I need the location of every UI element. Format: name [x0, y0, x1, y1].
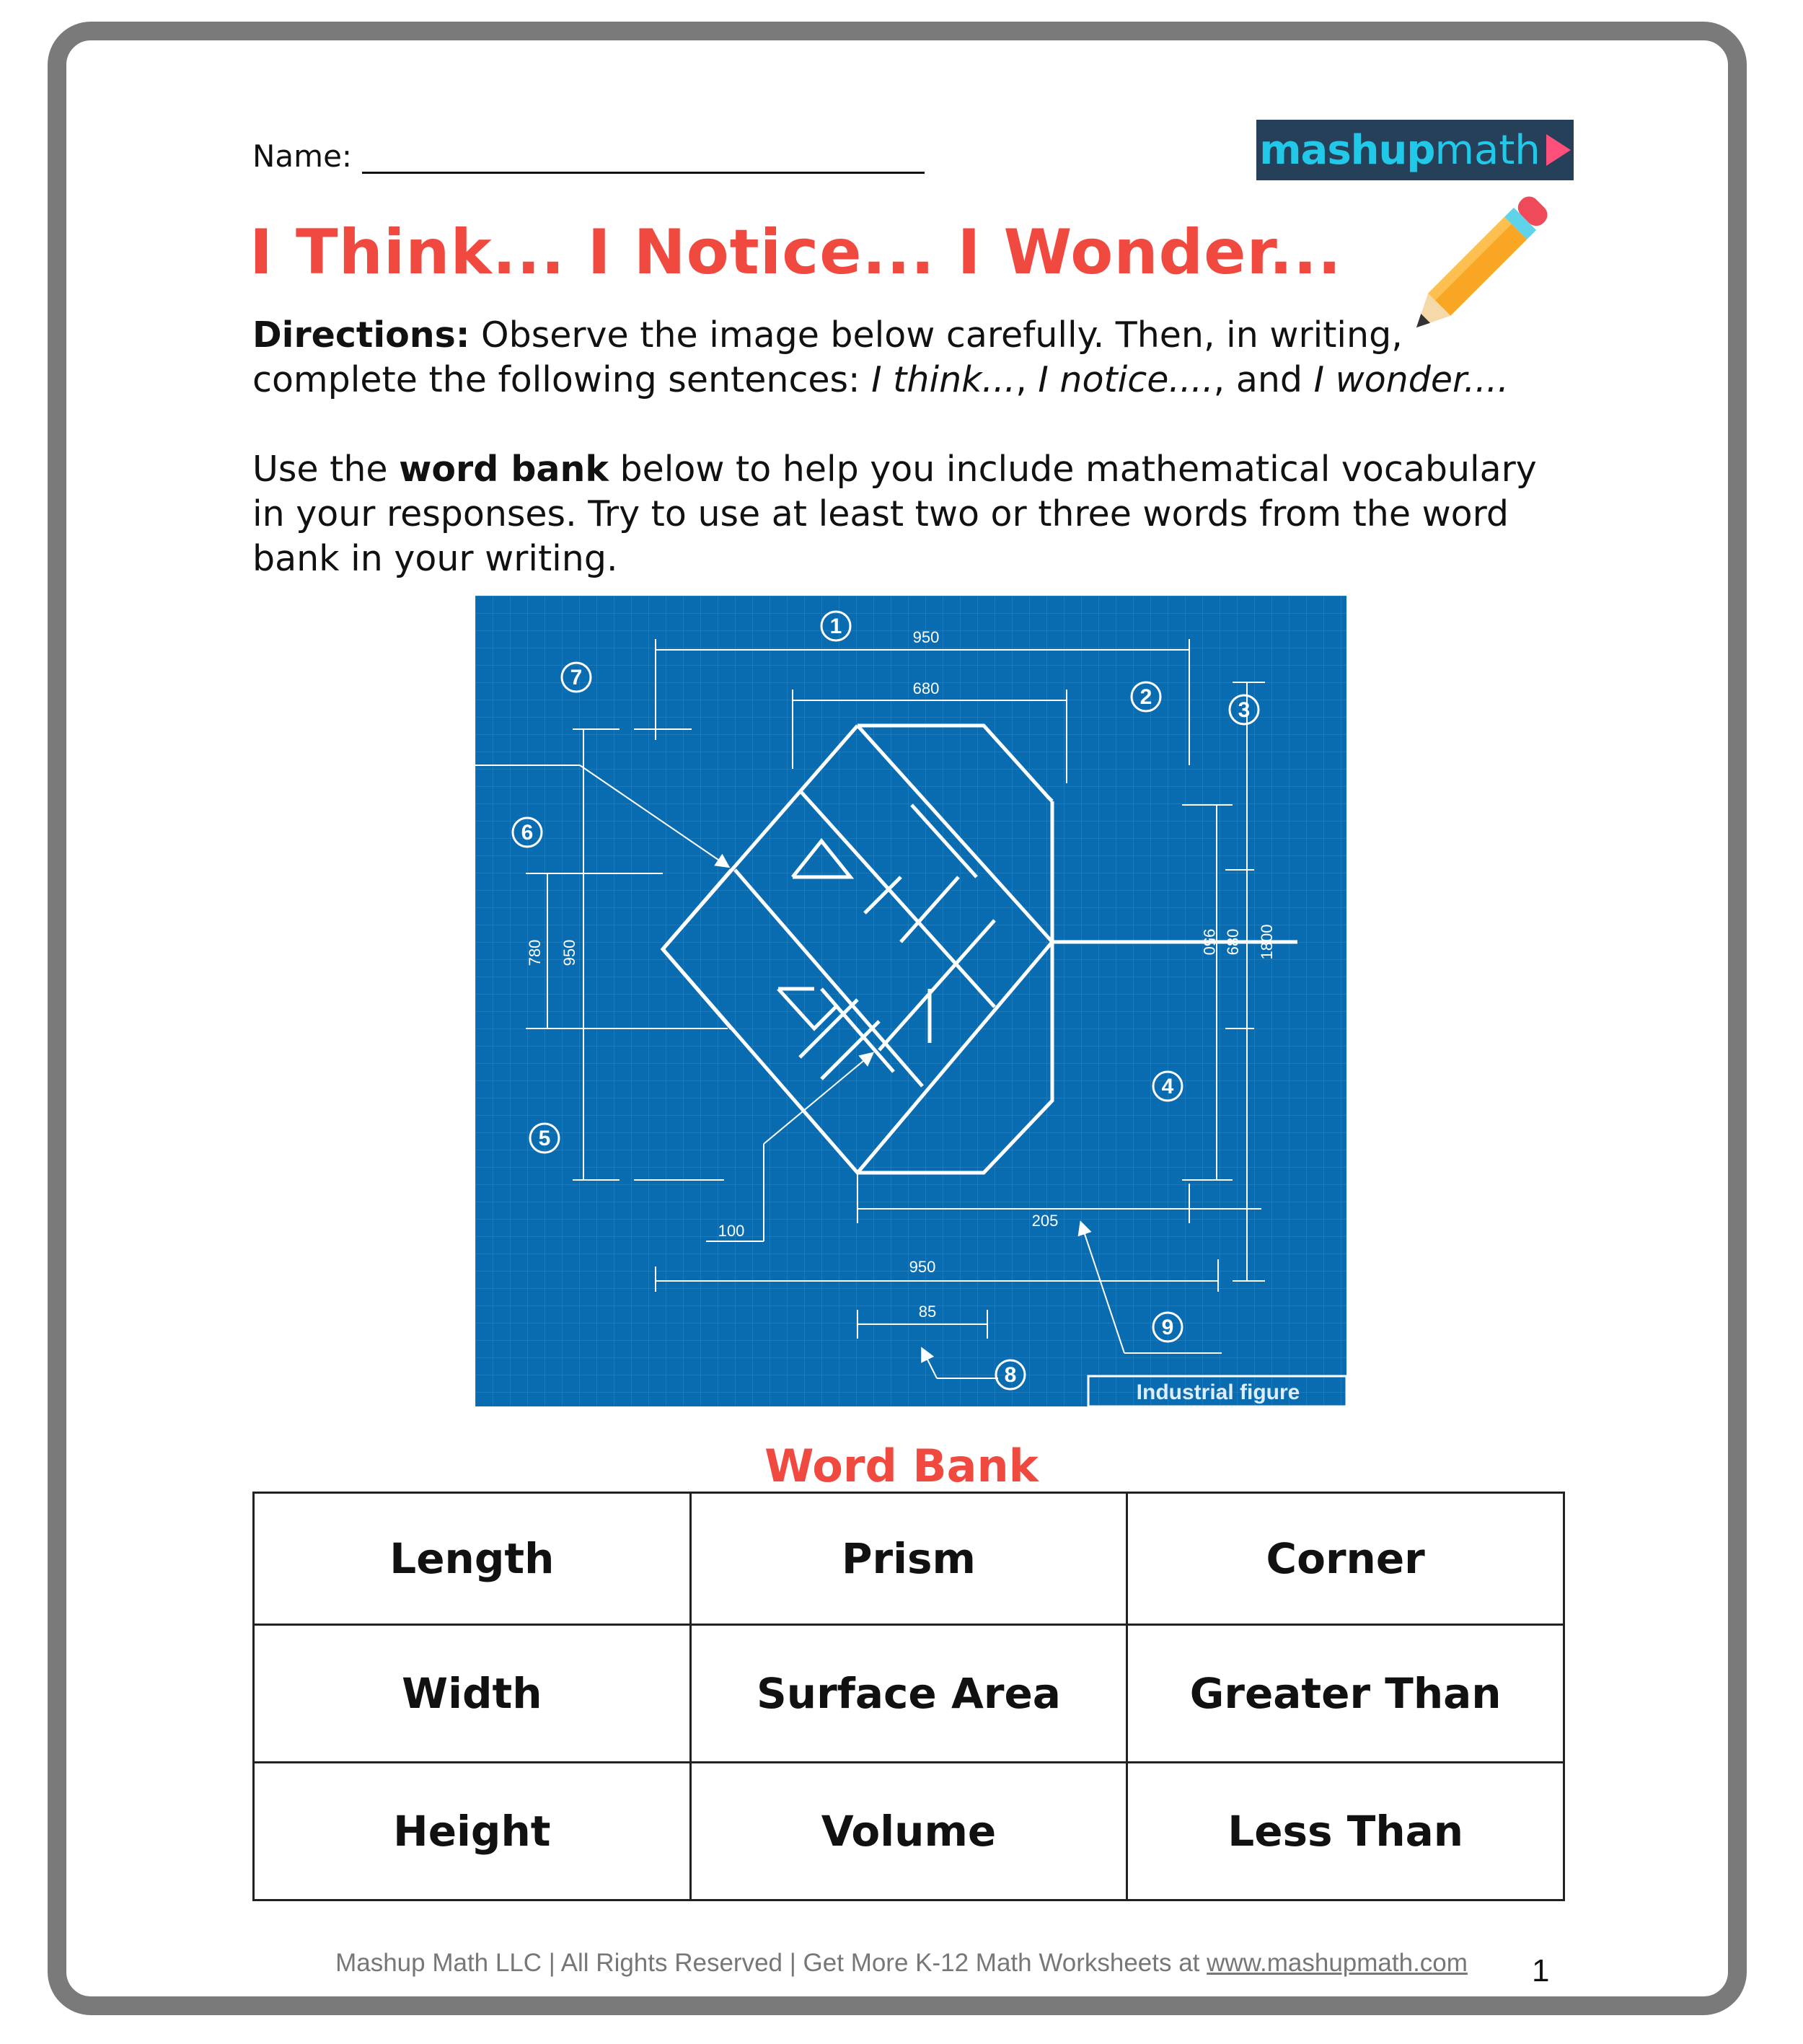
- dim-label: 950: [912, 628, 940, 646]
- blueprint-image: [475, 596, 1346, 1406]
- word-cell: Prism: [690, 1493, 1127, 1625]
- logo-math-text: math: [1434, 126, 1540, 174]
- dim-label: 680: [1224, 928, 1242, 956]
- dim-label: 950: [1200, 928, 1218, 956]
- word-cell: Width: [254, 1625, 691, 1763]
- dim-label: 780: [526, 939, 544, 966]
- directions-label: Directions:: [252, 314, 470, 356]
- word-bank-bold: word bank: [399, 449, 609, 490]
- i-think-prompt: I think...: [871, 359, 1016, 400]
- instructions-pre: Use the: [252, 449, 400, 490]
- word-cell: Less Than: [1127, 1763, 1564, 1900]
- name-label: Name:: [252, 138, 353, 174]
- marker-number: 5: [538, 1127, 551, 1150]
- dim-label: 85: [918, 1303, 937, 1321]
- marker-number: 8: [1004, 1363, 1017, 1387]
- dim-label: 100: [718, 1222, 745, 1240]
- marker-number: 3: [1238, 698, 1251, 722]
- blueprint-caption: Industrial figure: [1136, 1380, 1300, 1404]
- worksheet-title: I Think... I Notice... I Wonder...: [250, 216, 1342, 288]
- word-cell: Height: [254, 1763, 691, 1900]
- table-row: [254, 1625, 1564, 1763]
- directions-paragraph: [252, 313, 1551, 402]
- marker-number: 2: [1139, 685, 1152, 709]
- word-bank-table: [252, 1492, 1565, 1901]
- page-number: 1: [1532, 1953, 1550, 1988]
- i-notice-prompt: I notice....: [1038, 359, 1214, 400]
- instructions-post: below to help you include mathematical vocabulary in your responses. Try to use at least two or three words from the word bank in your writing.: [252, 449, 1537, 579]
- instructions-paragraph: [252, 447, 1551, 581]
- word-cell: Volume: [690, 1763, 1127, 1900]
- word-cell: Greater Than: [1127, 1625, 1564, 1763]
- separator: , and: [1213, 359, 1314, 400]
- word-bank-title: Word Bank: [764, 1440, 1039, 1492]
- name-row: [252, 138, 925, 174]
- pencil-icon: [1406, 164, 1579, 338]
- dim-label: 950: [560, 939, 578, 966]
- table-row: [254, 1493, 1564, 1625]
- dim-label: 1800: [1258, 924, 1276, 960]
- marker-number: 6: [521, 821, 534, 845]
- i-wonder-prompt: I wonder....: [1313, 359, 1509, 400]
- marker-number: 4: [1161, 1075, 1174, 1098]
- table-row: [254, 1763, 1564, 1900]
- separator: ,: [1015, 359, 1039, 400]
- marker-number: 7: [570, 666, 583, 690]
- word-cell: Corner: [1127, 1493, 1564, 1625]
- directions-text: Observe the image below carefully. Then, in writing, complete the following sentences:: [252, 314, 1403, 400]
- blueprint-grid: [475, 596, 1346, 1406]
- marker-number: 9: [1161, 1316, 1174, 1339]
- play-icon: [1546, 134, 1571, 166]
- dim-label: 205: [1031, 1212, 1059, 1230]
- marker-number: 1: [829, 614, 842, 638]
- name-line[interactable]: [362, 143, 925, 174]
- word-cell: Surface Area: [690, 1625, 1127, 1763]
- logo-mash-text: mashup: [1259, 126, 1435, 174]
- dim-label: 950: [909, 1258, 936, 1276]
- footer-link[interactable]: www.mashupmath.com: [1207, 1949, 1468, 1977]
- word-cell: Length: [254, 1493, 691, 1625]
- footer-text: Mashup Math LLC | All Rights Reserved | Get More K-12 Math Worksheets at: [335, 1949, 1207, 1977]
- dim-label: 680: [912, 679, 940, 697]
